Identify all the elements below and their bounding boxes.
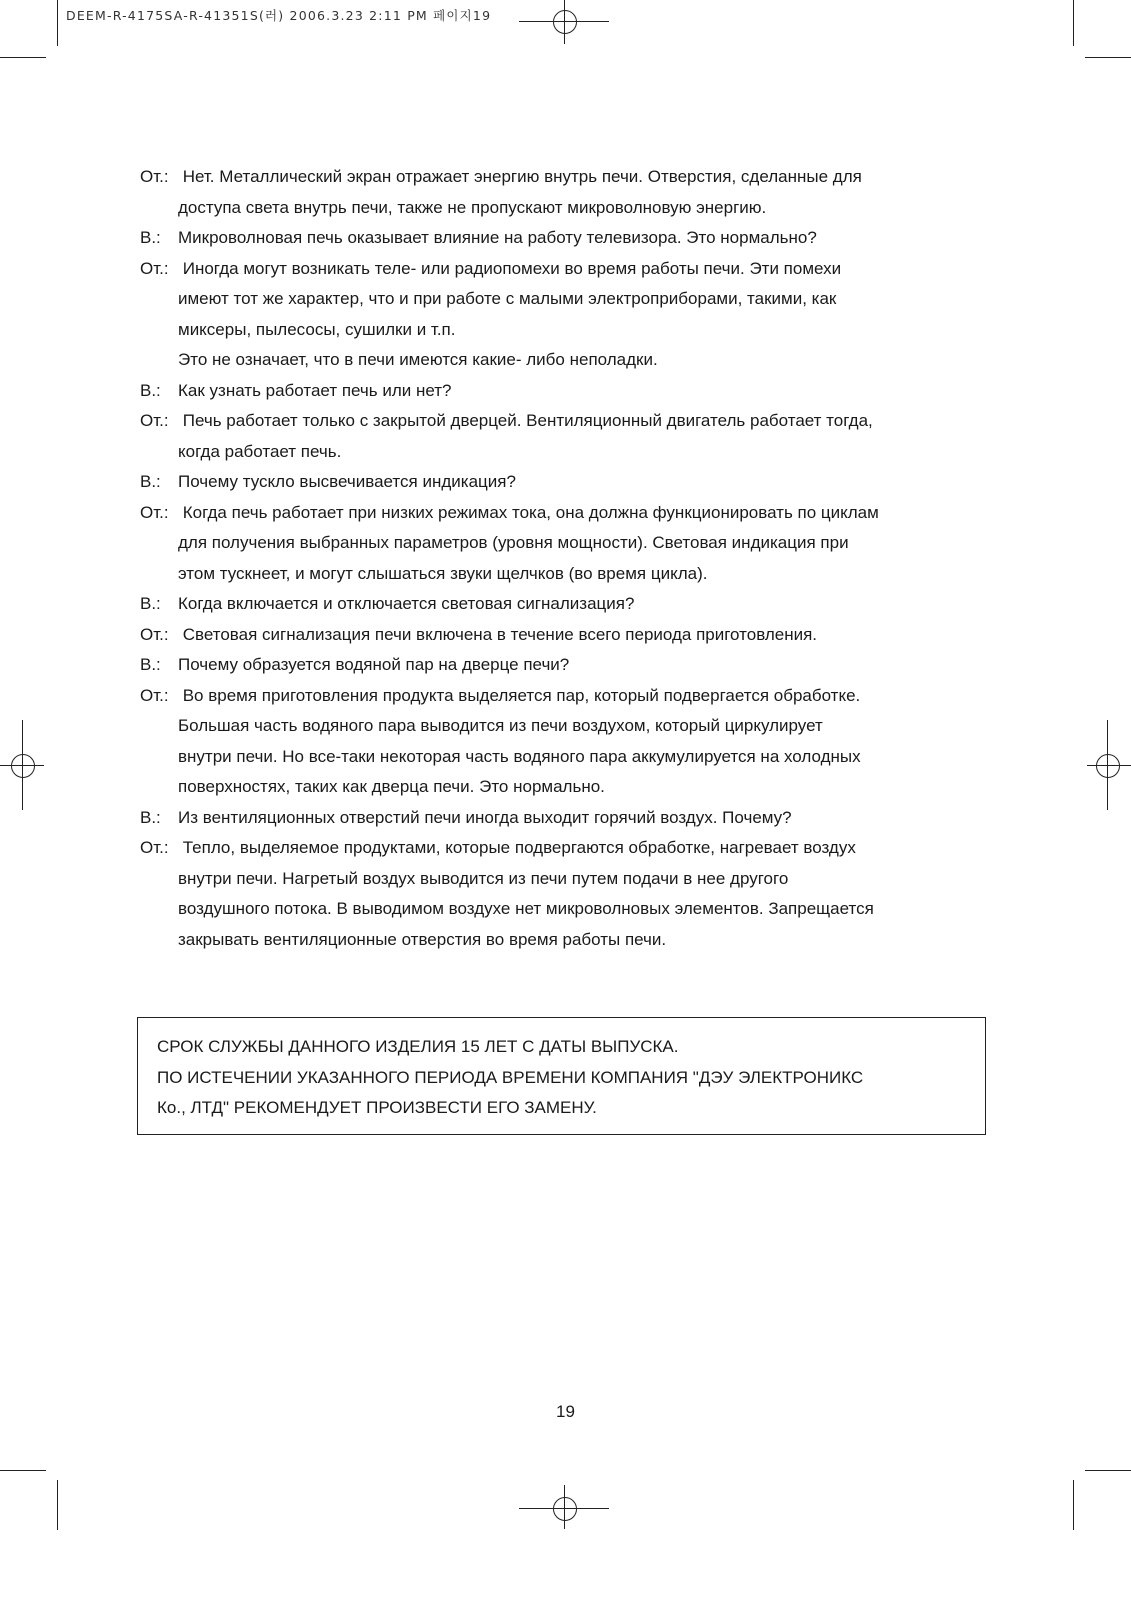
- qa-prefix: От.:: [140, 502, 169, 522]
- qa-prefix: [140, 345, 178, 376]
- qa-text: закрывать вентиляционные отверстия во время работы печи.: [178, 929, 667, 949]
- qa-text: этом тускнеет, и могут слышаться звуки щелчков (во время цикла).: [178, 563, 708, 583]
- qa-prefix: [140, 528, 178, 559]
- qa-line: [140, 650, 1000, 681]
- qa-prefix: От.:: [140, 624, 169, 644]
- page-number: 19: [556, 1402, 575, 1421]
- qa-text: Во время приготовления продукта выделяется пар, который подвергается обработке.: [178, 685, 861, 705]
- notice-line-2: ПО ИСТЕЧЕНИИ УКАЗАННОГО ПЕРИОДА ВРЕМЕНИ КОМПАНИЯ "ДЭУ ЭЛЕКТРОНИКС: [157, 1067, 864, 1087]
- qa-prefix: В.:: [140, 472, 161, 491]
- qa-text: доступа света внутрь печи, также не пропускают микроволновую энергию.: [178, 197, 767, 217]
- qa-prefix: [140, 864, 178, 895]
- qa-prefix: [140, 742, 178, 773]
- qa-text: Печь работает только с закрытой дверцей. Вентиляционный двигатель работает тогда,: [178, 411, 873, 430]
- qa-line: [140, 254, 1000, 285]
- qa-text: Почему образуется водяной пар на дверце печи?: [178, 655, 570, 674]
- qa-text: воздушного потока. В выводимом воздухе нет микроволновых элементов. Запрещается: [178, 899, 874, 918]
- qa-line: [140, 803, 1000, 834]
- qa-prefix: В.:: [140, 228, 161, 247]
- qa-prefix: От.:: [140, 685, 169, 705]
- qa-line: [140, 376, 1000, 407]
- qa-line: [140, 498, 1000, 529]
- qa-prefix: От.:: [140, 411, 169, 430]
- qa-prefix: [140, 772, 178, 803]
- qa-line: [140, 528, 1000, 559]
- qa-prefix: [140, 894, 178, 925]
- qa-text: внутри печи. Нагретый воздух выводится из печи путем подачи в нее другого: [178, 868, 789, 888]
- qa-text: Когда включается и отключается световая сигнализация?: [178, 594, 635, 613]
- notice-line-1: СРОК СЛУЖБЫ ДАННОГО ИЗДЕЛИЯ 15 ЛЕТ С ДАТЫ ВЫПУСКА.: [157, 1037, 679, 1056]
- qa-prefix: От.:: [140, 258, 169, 278]
- qa-text: Иногда могут возникать теле- или радиопомехи во время работы печи. Эти помехи: [178, 258, 842, 278]
- qa-line: [140, 284, 1000, 315]
- qa-prefix: [140, 284, 178, 315]
- qa-text: имеют тот же характер, что и при работе с малыми электроприборами, такими, как: [178, 289, 837, 308]
- qa-text: внутри печи. Но все-таки некоторая часть водяного пара аккумулируется на холодных: [178, 746, 861, 766]
- qa-line: [140, 589, 1000, 620]
- qa-line: [140, 742, 1000, 773]
- qa-text: для получения выбранных параметров (уровня мощности). Световая индикация при: [178, 533, 849, 552]
- qa-text: Почему тускло высвечивается индикация?: [178, 472, 516, 491]
- qa-line: [140, 711, 1000, 742]
- qa-text: Большая часть водяного пара выводится из печи воздухом, который циркулирует: [178, 716, 823, 735]
- qa-prefix: [140, 925, 178, 956]
- qa-line: [140, 833, 1000, 864]
- notice-line-3: Ко., ЛТД" РЕКОМЕНДУЕТ ПРОИЗВЕСТИ ЕГО ЗАМЕНУ.: [157, 1098, 597, 1117]
- qa-prefix: [140, 711, 178, 742]
- qa-line: [140, 772, 1000, 803]
- qa-line: [140, 406, 1000, 437]
- qa-line: [140, 193, 1000, 224]
- qa-prefix: В.:: [140, 807, 161, 827]
- qa-text: Это не означает, что в печи имеются какие- либо неполадки.: [178, 350, 658, 369]
- qa-line: [140, 162, 1000, 193]
- qa-text: Когда печь работает при низких режимах тока, она должна функционировать по циклам: [178, 502, 879, 522]
- qa-prefix: [140, 437, 178, 468]
- qa-prefix: От.:: [140, 167, 169, 186]
- qa-text: Из вентиляционных отверстий печи иногда выходит горячий воздух. Почему?: [178, 807, 792, 827]
- qa-prefix: В.:: [140, 594, 161, 613]
- qa-prefix: От.:: [140, 838, 169, 857]
- qa-text: Нет. Металлический экран отражает энергию внутрь печи. Отверстия, сделанные для: [178, 167, 862, 186]
- qa-line: [140, 437, 1000, 468]
- qa-text: Тепло, выделяемое продуктами, которые подвергаются обработке, нагревает воздух: [178, 838, 856, 857]
- qa-prefix: [140, 559, 178, 590]
- qa-text: Как узнать работает печь или нет?: [178, 380, 452, 400]
- qa-line: [140, 467, 1000, 498]
- qa-text: когда работает печь.: [178, 441, 342, 461]
- qa-text: Микроволновая печь оказывает влияние на работу телевизора. Это нормально?: [178, 228, 817, 247]
- qa-line: [140, 925, 1000, 956]
- qa-line: [140, 894, 1000, 925]
- print-header: DEEM-R-4175SA-R-41351S(러) 2006.3.23 2:11 PM 페이지19: [66, 8, 492, 23]
- qa-line: [140, 223, 1000, 254]
- qa-line: [140, 620, 1000, 651]
- qa-prefix: В.:: [140, 655, 161, 674]
- qa-line: [140, 864, 1000, 895]
- qa-line: [140, 681, 1000, 712]
- service-life-notice: [137, 1017, 986, 1135]
- qa-prefix: В.:: [140, 380, 161, 400]
- qa-prefix: [140, 315, 178, 346]
- qa-prefix: [140, 193, 178, 224]
- qa-section: [140, 162, 1000, 955]
- qa-line: [140, 315, 1000, 346]
- qa-text: миксеры, пылесосы, сушилки и т.п.: [178, 319, 456, 339]
- qa-line: [140, 559, 1000, 590]
- qa-line: [140, 345, 1000, 376]
- qa-text: поверхностях, таких как дверца печи. Это нормально.: [178, 777, 605, 796]
- qa-text: Световая сигнализация печи включена в течение всего периода приготовления.: [178, 624, 818, 644]
